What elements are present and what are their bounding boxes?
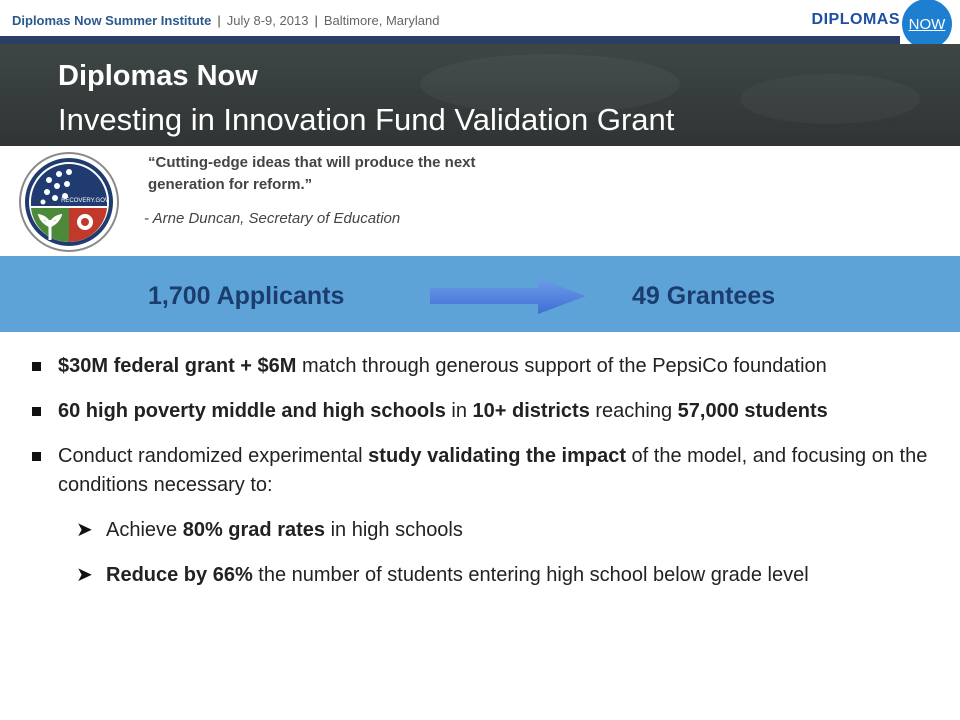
bullet-text: of the model, and focusing on the conditions necessary to: xyxy=(58,445,928,496)
bullet-text: Achieve xyxy=(106,519,183,541)
bullet-text: the number of students entering high school below grade level xyxy=(252,564,809,586)
bullet-square-icon xyxy=(32,452,41,461)
bullet-text: in xyxy=(445,400,473,422)
bullet-text: reaching xyxy=(589,400,678,422)
quote-text: “Cutting-edge ideas that will produce the next generation for reform.” xyxy=(148,154,476,193)
header-breadcrumb xyxy=(12,13,439,28)
top-header xyxy=(0,0,960,36)
separator: | xyxy=(217,13,221,28)
recovery-seal-icon xyxy=(19,150,119,254)
bullet-square-icon xyxy=(32,362,41,371)
institute-name: Diplomas Now Summer Institute xyxy=(12,13,212,28)
arrow-bullet-icon: ➤ xyxy=(76,564,93,586)
seal-text: RECOVERY.GOV xyxy=(61,198,109,204)
sub-bullet-item xyxy=(30,561,930,590)
logo-word-now: NOW xyxy=(902,0,952,49)
slide-title: Diplomas Now xyxy=(58,60,258,92)
bullet-text: match through generous support of the PepsiCo foundation xyxy=(296,355,827,377)
bullet-text: study validating the impact xyxy=(368,445,626,467)
bullet-text: 80% grad rates xyxy=(182,519,326,541)
bullet-list xyxy=(30,352,930,606)
bullet-item xyxy=(30,442,930,500)
bullet-text: in high schools xyxy=(325,519,463,541)
header-divider xyxy=(0,36,900,44)
bullet-text: 10+ districts xyxy=(472,400,590,422)
grantees-count: 49 Grantees xyxy=(632,282,776,310)
arrow-bullet-icon: ➤ xyxy=(76,519,93,541)
bullet-text: 60 high poverty middle and high schools xyxy=(58,400,446,422)
bullet-square-icon xyxy=(32,407,41,416)
quote-attribution: - Arne Duncan, Secretary of Education xyxy=(144,210,401,227)
arrow-right-icon xyxy=(430,278,586,314)
bullet-item xyxy=(30,397,930,426)
sub-bullet-item xyxy=(30,516,930,545)
bullet-text: $30M federal grant + $6M xyxy=(58,355,297,377)
separator: | xyxy=(314,13,318,28)
applicants-count: 1,700 Applicants xyxy=(148,282,345,310)
bullet-text: 57,000 students xyxy=(677,400,828,422)
logo-word-diplomas: DIPLOMAS xyxy=(811,11,900,28)
slide-subtitle: Investing in Innovation Fund Validation Grant xyxy=(58,102,675,137)
bullet-text: Conduct randomized experimental xyxy=(58,445,369,467)
event-location: Baltimore, Maryland xyxy=(323,13,440,28)
diplomas-now-logo xyxy=(812,2,952,38)
event-dates: July 8-9, 2013 xyxy=(226,13,309,28)
bullet-item xyxy=(30,352,930,381)
chalk-smudge xyxy=(740,74,920,124)
bullet-text: Reduce by 66% xyxy=(106,564,253,586)
